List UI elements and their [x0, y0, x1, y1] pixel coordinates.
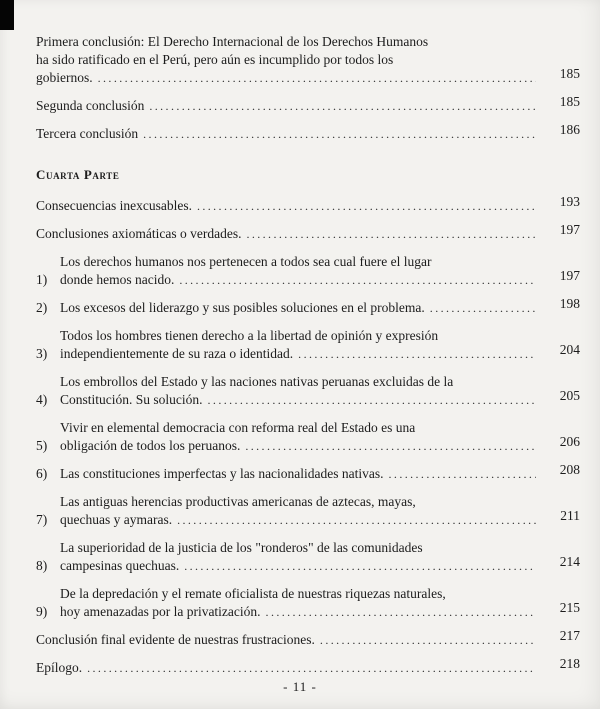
- toc-page-number: 206: [559, 434, 580, 449]
- dot-leader: [149, 97, 536, 115]
- toc-entry-text: [36, 659, 536, 677]
- toc-entry-line: independientemente de su raza o identidad.: [60, 346, 294, 361]
- toc-entry-line: ha sido ratificado en el Perú, pero aún es incumplido por todos los: [36, 52, 394, 67]
- toc-entry-line: Epílogo.: [36, 660, 83, 675]
- toc-entry: [36, 493, 580, 529]
- toc-page-number: 185: [559, 94, 580, 109]
- toc-entry-text: [36, 97, 536, 115]
- toc-page-number: 217: [559, 628, 580, 643]
- scan-corner-mark: [0, 0, 14, 30]
- toc-entry-line: La superioridad de la justicia de los "ronderos" de las comunidades: [60, 540, 423, 555]
- dot-leader: [298, 345, 536, 363]
- toc-entry-line: Conclusión final evidente de nuestras frustraciones.: [36, 632, 315, 647]
- toc-entry-text: [60, 585, 536, 621]
- toc-entry-line: Las constituciones imperfectas y las nacionalidades nativas.: [60, 466, 384, 481]
- toc-entry-line: campesinas quechuas.: [60, 558, 180, 573]
- dot-leader: [245, 437, 536, 455]
- toc-page-number: 204: [559, 342, 580, 357]
- toc-entry-number: 7): [36, 512, 48, 527]
- toc-entry-line: Conclusiones axiomáticas o verdades.: [36, 226, 242, 241]
- toc-entry-text: [60, 327, 536, 363]
- toc-entry-number: 3): [36, 346, 48, 361]
- toc-entry: [36, 253, 580, 289]
- toc-page-number: 193: [559, 194, 580, 209]
- dot-leader: [184, 557, 536, 575]
- toc-page-number: 208: [559, 462, 580, 477]
- toc-entry-number: 9): [36, 604, 48, 619]
- toc-page-number: 185: [559, 66, 580, 81]
- toc-entry-number: 1): [36, 272, 48, 287]
- toc-entry-text: [60, 373, 536, 409]
- toc-entry-number: 4): [36, 392, 48, 407]
- toc-list: [36, 33, 580, 677]
- page-number-footer: - 11 -: [283, 679, 317, 694]
- dot-leader: [208, 391, 536, 409]
- toc-entry-line: hoy amenazadas por la privatización.: [60, 604, 261, 619]
- toc-page-number: 214: [559, 554, 580, 569]
- toc-entry-text: [36, 631, 536, 649]
- dot-leader: [266, 603, 536, 621]
- toc-entry-line: Constitución. Su solución.: [60, 392, 203, 407]
- toc-entry: [36, 296, 580, 317]
- toc-entry-number: 2): [36, 300, 48, 315]
- dot-leader: [177, 511, 536, 529]
- toc-entry-line: De la depredación y el remate oficialista de nuestras riquezas naturales,: [60, 586, 446, 601]
- toc-entry-text: [60, 419, 536, 455]
- toc-entry: [36, 539, 580, 575]
- toc-entry-line: Los derechos humanos nos pertenecen a todos sea cual fuere el lugar: [60, 254, 432, 269]
- toc-entry: [36, 628, 580, 649]
- toc-entry-line: Segunda conclusión: [36, 98, 145, 113]
- toc-entry-number: 6): [36, 466, 48, 481]
- section-heading: Cuarta Parte: [36, 167, 120, 182]
- toc-entry-text: [60, 299, 536, 317]
- dot-leader: [246, 225, 536, 243]
- toc-entry: [36, 419, 580, 455]
- toc-entry: [36, 33, 580, 87]
- toc-entry-text: [60, 253, 536, 289]
- toc-entry-line: Los excesos del liderazgo y sus posibles soluciones en el problema.: [60, 300, 425, 315]
- toc-page-number: 186: [559, 122, 580, 137]
- toc-page-number: 218: [559, 656, 580, 671]
- dot-leader: [389, 465, 536, 483]
- toc-entry-line: quechuas y aymaras.: [60, 512, 173, 527]
- dot-leader: [143, 125, 536, 143]
- toc-entry-line: Primera conclusión: El Derecho Internacional de los Derechos Humanos: [36, 34, 429, 49]
- toc-entry-text: [36, 225, 536, 243]
- toc-entry-line: obligación de todos los peruanos.: [60, 438, 241, 453]
- toc-entry: [36, 122, 580, 143]
- toc-page-number: 198: [559, 296, 580, 311]
- dot-leader: [197, 197, 536, 215]
- dot-leader: [98, 69, 536, 87]
- toc-page-number: 197: [559, 222, 580, 237]
- toc-entry-text: [36, 125, 536, 143]
- toc-page-number: 197: [559, 268, 580, 283]
- toc-entry-text: [60, 539, 536, 575]
- toc-entry-line: Las antiguas herencias productivas americanas de aztecas, mayas,: [60, 494, 416, 509]
- toc-entry: [36, 194, 580, 215]
- toc-entry-text: [36, 33, 536, 87]
- toc-entry-text: [36, 197, 536, 215]
- toc-entry: [36, 222, 580, 243]
- toc-entry: [36, 585, 580, 621]
- toc-entry-line: donde hemos nacido.: [60, 272, 175, 287]
- toc-entry-text: [60, 465, 536, 483]
- toc-entry-line: Los embrollos del Estado y las naciones nativas peruanas excluidas de la: [60, 374, 454, 389]
- dot-leader: [87, 659, 536, 677]
- toc-entry-line: Vivir en elemental democracia con reforma real del Estado es una: [60, 420, 416, 435]
- toc-entry: [36, 94, 580, 115]
- toc-page-number: 205: [559, 388, 580, 403]
- toc-entry-number: 8): [36, 558, 48, 573]
- toc-page-number: 215: [559, 600, 580, 615]
- dot-leader: [430, 299, 536, 317]
- toc-entry-line: Todos los hombres tienen derecho a la libertad de opinión y expresión: [60, 328, 439, 343]
- toc-entry: [36, 462, 580, 483]
- dot-leader: [320, 631, 536, 649]
- toc-entry-line: gobiernos.: [36, 70, 93, 85]
- toc-page-number: 211: [560, 508, 580, 523]
- toc-entry-number: 5): [36, 438, 48, 453]
- toc-entry: [36, 373, 580, 409]
- toc-entry-line: Consecuencias inexcusables.: [36, 198, 192, 213]
- toc-entry-line: Tercera conclusión: [36, 126, 139, 141]
- toc-entry: [36, 656, 580, 677]
- dot-leader: [179, 271, 536, 289]
- toc-entry: [36, 327, 580, 363]
- toc-entry-text: [60, 493, 536, 529]
